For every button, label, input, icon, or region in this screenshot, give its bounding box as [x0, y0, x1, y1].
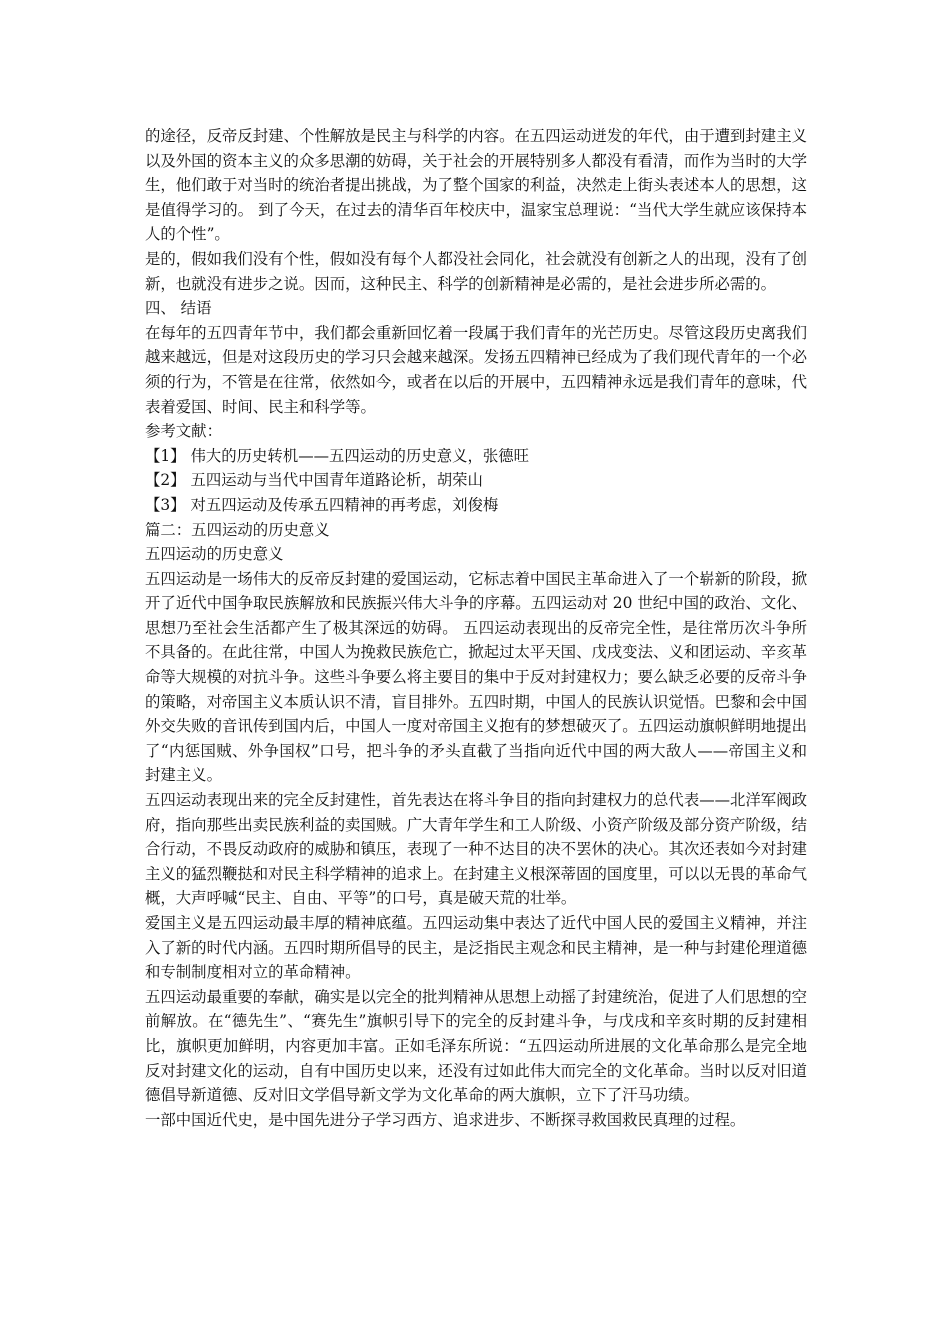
references-heading: 参考文献：	[145, 422, 222, 441]
document-body	[145, 124, 807, 1132]
paragraph-anti-imperialism: 五四运动是一场伟大的反帝反封建的爱国运动，它标志着中国民主革命进入了一个崭新的阶段，掀开了近代中国争取民族解放和民族振兴伟大斗争的序幕。五四运动对 20 世纪中国的政治、文化、思想乃至社会生活都产生了极其深远的妨碍。 五四运动表现出的反帝完全性，是往常历次斗争所不具备的。在此往常，中国人为挽救民族危亡，掀起过太平天国、戊戌变法、义和团运动、辛亥革命等大规模的对抗斗争。这些斗争要么将主要目的集中于反对封建权力；要么缺乏必要的反帝斗争的策略，对帝国主义本质认识不清，盲目排外。五四时期，中国人的民族认识觉悟。巴黎和会中国外交失败的音讯传到国内后，中国人一度对帝国主义抱有的梦想破灭了。五四运动旗帜鲜明地提出了“内惩国贼、外争国权”口号，把斗争的矛头直截了当指向近代中国的两大敌人——帝国主义和封建主义。	[145, 569, 807, 785]
chapter-heading: 篇二：五四运动的历史意义	[145, 520, 330, 539]
section-heading-conclusion: 四、 结语	[145, 299, 212, 318]
paragraph-contribution: 五四运动最重要的奉献，确实是以完全的批判精神从思想上动摇了封建统治，促进了人们思想的空前解放。在“德先生”、“赛先生”旗帜引导下的完全的反封建斗争，与戊戌和辛亥时期的反封建相比，旗帜更加鲜明，内容更加丰富。正如毛泽东所说：“五四运动所进展的文化革命那么是完全地反对封建文化的运动，自有中国历史以来，还没有过如此伟大而完全的文化革命。当时以反对旧道德倡导新道德、反对旧文学倡导新文学为文化革命的两大旗帜，立下了汗马功绩。	[145, 987, 807, 1105]
paragraph-conclusion: 在每年的五四青年节中，我们都会重新回忆着一段属于我们青年的光芒历史。尽管这段历史离我们越来越远，但是对这段历史的学习只会越来越深。发扬五四精神已经成为了我们现代青年的一个必须的行为，不管是在往常，依然如今，或者在以后的开展中，五四精神永远是我们青年的意味，代表着爱国、时间、民主和科学等。	[145, 323, 807, 416]
paragraph-modern-history: 一部中国近代史，是中国先进分子学习西方、追求进步、不断探寻救国救民真理的过程。	[145, 1110, 746, 1129]
reference-item: 【2】 五四运动与当代中国青年道路论析，胡荣山	[145, 471, 483, 490]
reference-item: 【1】 伟大的历史转机——五四运动的历史意义，张德旺	[145, 446, 530, 465]
paragraph-patriotism: 爱国主义是五四运动最丰厚的精神底蕴。五四运动集中表达了近代中国人民的爱国主义精神，并注入了新的时代内涵。五四时期所倡导的民主，是泛指民主观念和民主精神，是一种与封建伦理道德和专制制度相对立的革命精神。	[145, 914, 807, 982]
paragraph-path-of-democracy: 的途径，反帝反封建、个性解放是民主与科学的内容。在五四运动迸发的年代，由于遭到封建主义以及外国的资本主义的众多思潮的妨碍，关于社会的开展特别多人都没有看清，而作为当时的大学生，他们敢于对当时的统治者提出挑战，为了整个国家的利益，决然走上街头表述本人的思想，这是值得学习的。 到了今天，在过去的清华百年校庆中，温家宝总理说：“当代大学生就应该保持本人的个性”。	[145, 127, 807, 244]
reference-item: 【3】 对五四运动及传承五四精神的再考虑，刘俊梅	[145, 495, 499, 514]
article-title: 五四运动的历史意义	[145, 545, 284, 564]
paragraph-innovation: 是的，假如我们没有个性，假如没有每个人都没社会同化，社会就没有创新之人的出现，没有了创新，也就没有进步之说。因而，这种民主、科学的创新精神是必需的，是社会进步所必需的。	[145, 249, 807, 293]
paragraph-anti-feudalism: 五四运动表现出来的完全反封建性，首先表达在将斗争目的指向封建权力的总代表——北洋军阀政府，指向那些出卖民族利益的卖国贼。广大青年学生和工人阶级、小资产阶级及部分资产阶级，结合行动，不畏反动政府的威胁和镇压，表现了一种不达目的决不罢休的决心。其次还表如今对封建主义的猛烈鞭挞和对民主科学精神的追求上。在封建主义根深蒂固的国度里，可以以无畏的革命气概，大声呼喊“民主、自由、平等”的口号，真是破天荒的壮举。	[145, 791, 807, 908]
